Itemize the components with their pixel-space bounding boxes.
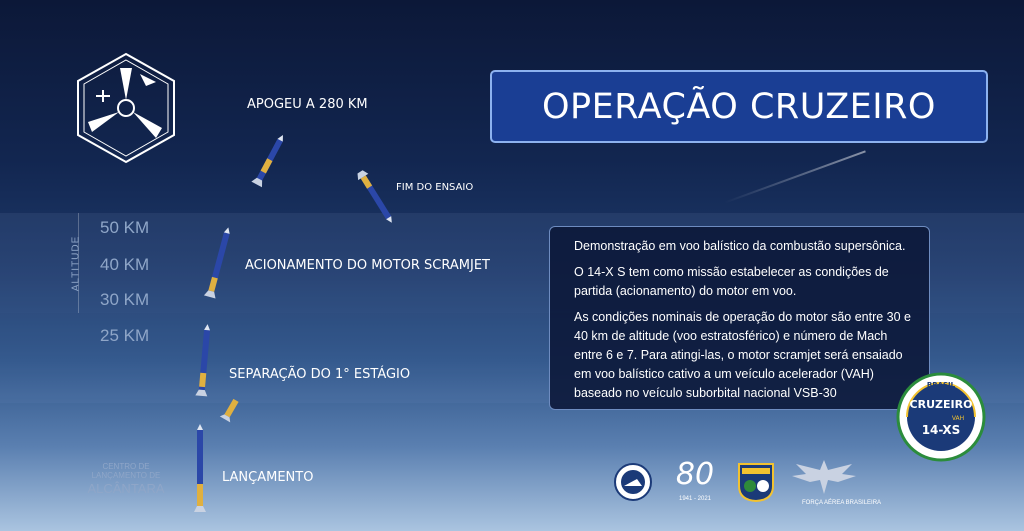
badge-vah: VAH (951, 415, 965, 422)
stage-apogee: APOGEU A 280 KM (247, 97, 368, 112)
fab-eagle-logo (790, 456, 858, 498)
badge-top-text: BRASIL (926, 381, 956, 389)
anniversary-number: 80 (675, 457, 715, 492)
altitude-axis-label: ALTITUDE (70, 235, 82, 292)
altitude-50km: 50 KM (100, 218, 150, 237)
rocket-scramjet (200, 228, 236, 304)
mission-badge (896, 372, 986, 462)
badge-model: 14-XS (921, 423, 961, 437)
anniversary-years: 1941 - 2021 (678, 496, 712, 502)
anniversary-logo (664, 458, 726, 506)
rocket-apogee (243, 134, 291, 196)
launch-site-name: ALCÂNTARA (87, 481, 165, 496)
stage-launch: LANÇAMENTO (222, 470, 314, 485)
fab-name: FORÇA AÉREA BRASILEIRA (802, 500, 882, 506)
dcta-logo (737, 462, 775, 502)
stage-end: FIM DO ENSAIO (396, 182, 474, 193)
rocket-separation (192, 326, 216, 404)
stage-scramjet: ACIONAMENTO DO MOTOR SCRAMJET (245, 258, 490, 273)
info-paragraph-2: O 14-X S tem como missão estabelecer as condições de partida (acionamento) do motor em voo. (574, 265, 889, 298)
contrail (724, 150, 866, 203)
round-logo (613, 462, 653, 502)
rocket-first-stage (216, 394, 246, 424)
info-paragraph-3: As condições nominais de operação do motor são entre 30 e 40 km de altitude (voo estratosférico) e número de Mach entre 6 e 7. Para atingi-las, o motor scramjet será ensaiado em voo balístico cativo a um veículo acelerador (VAH) baseado no veículo suborbital nacional VSB-30 (574, 310, 912, 400)
rocket-launch (188, 424, 212, 528)
altitude-30km: 30 KM (100, 290, 150, 309)
info-paragraph-1: Demonstração em voo balístico da combustão supersônica. (574, 239, 906, 253)
altitude-40km: 40 KM (100, 255, 150, 274)
launch-site-line2: LANÇAMENTO DE (91, 471, 161, 480)
squadron-emblem (70, 52, 182, 164)
info-box (549, 226, 930, 410)
badge-name: CRUZEIRO (909, 398, 973, 411)
stage-separation: SEPARAÇÃO DO 1° ESTÁGIO (229, 367, 411, 382)
rocket-end (352, 168, 402, 230)
title-box (490, 70, 988, 143)
page-title: OPERAÇÃO CRUZEIRO (542, 86, 936, 127)
launch-site-line1: CENTRO DE (102, 462, 150, 471)
altitude-25km: 25 KM (100, 326, 150, 345)
